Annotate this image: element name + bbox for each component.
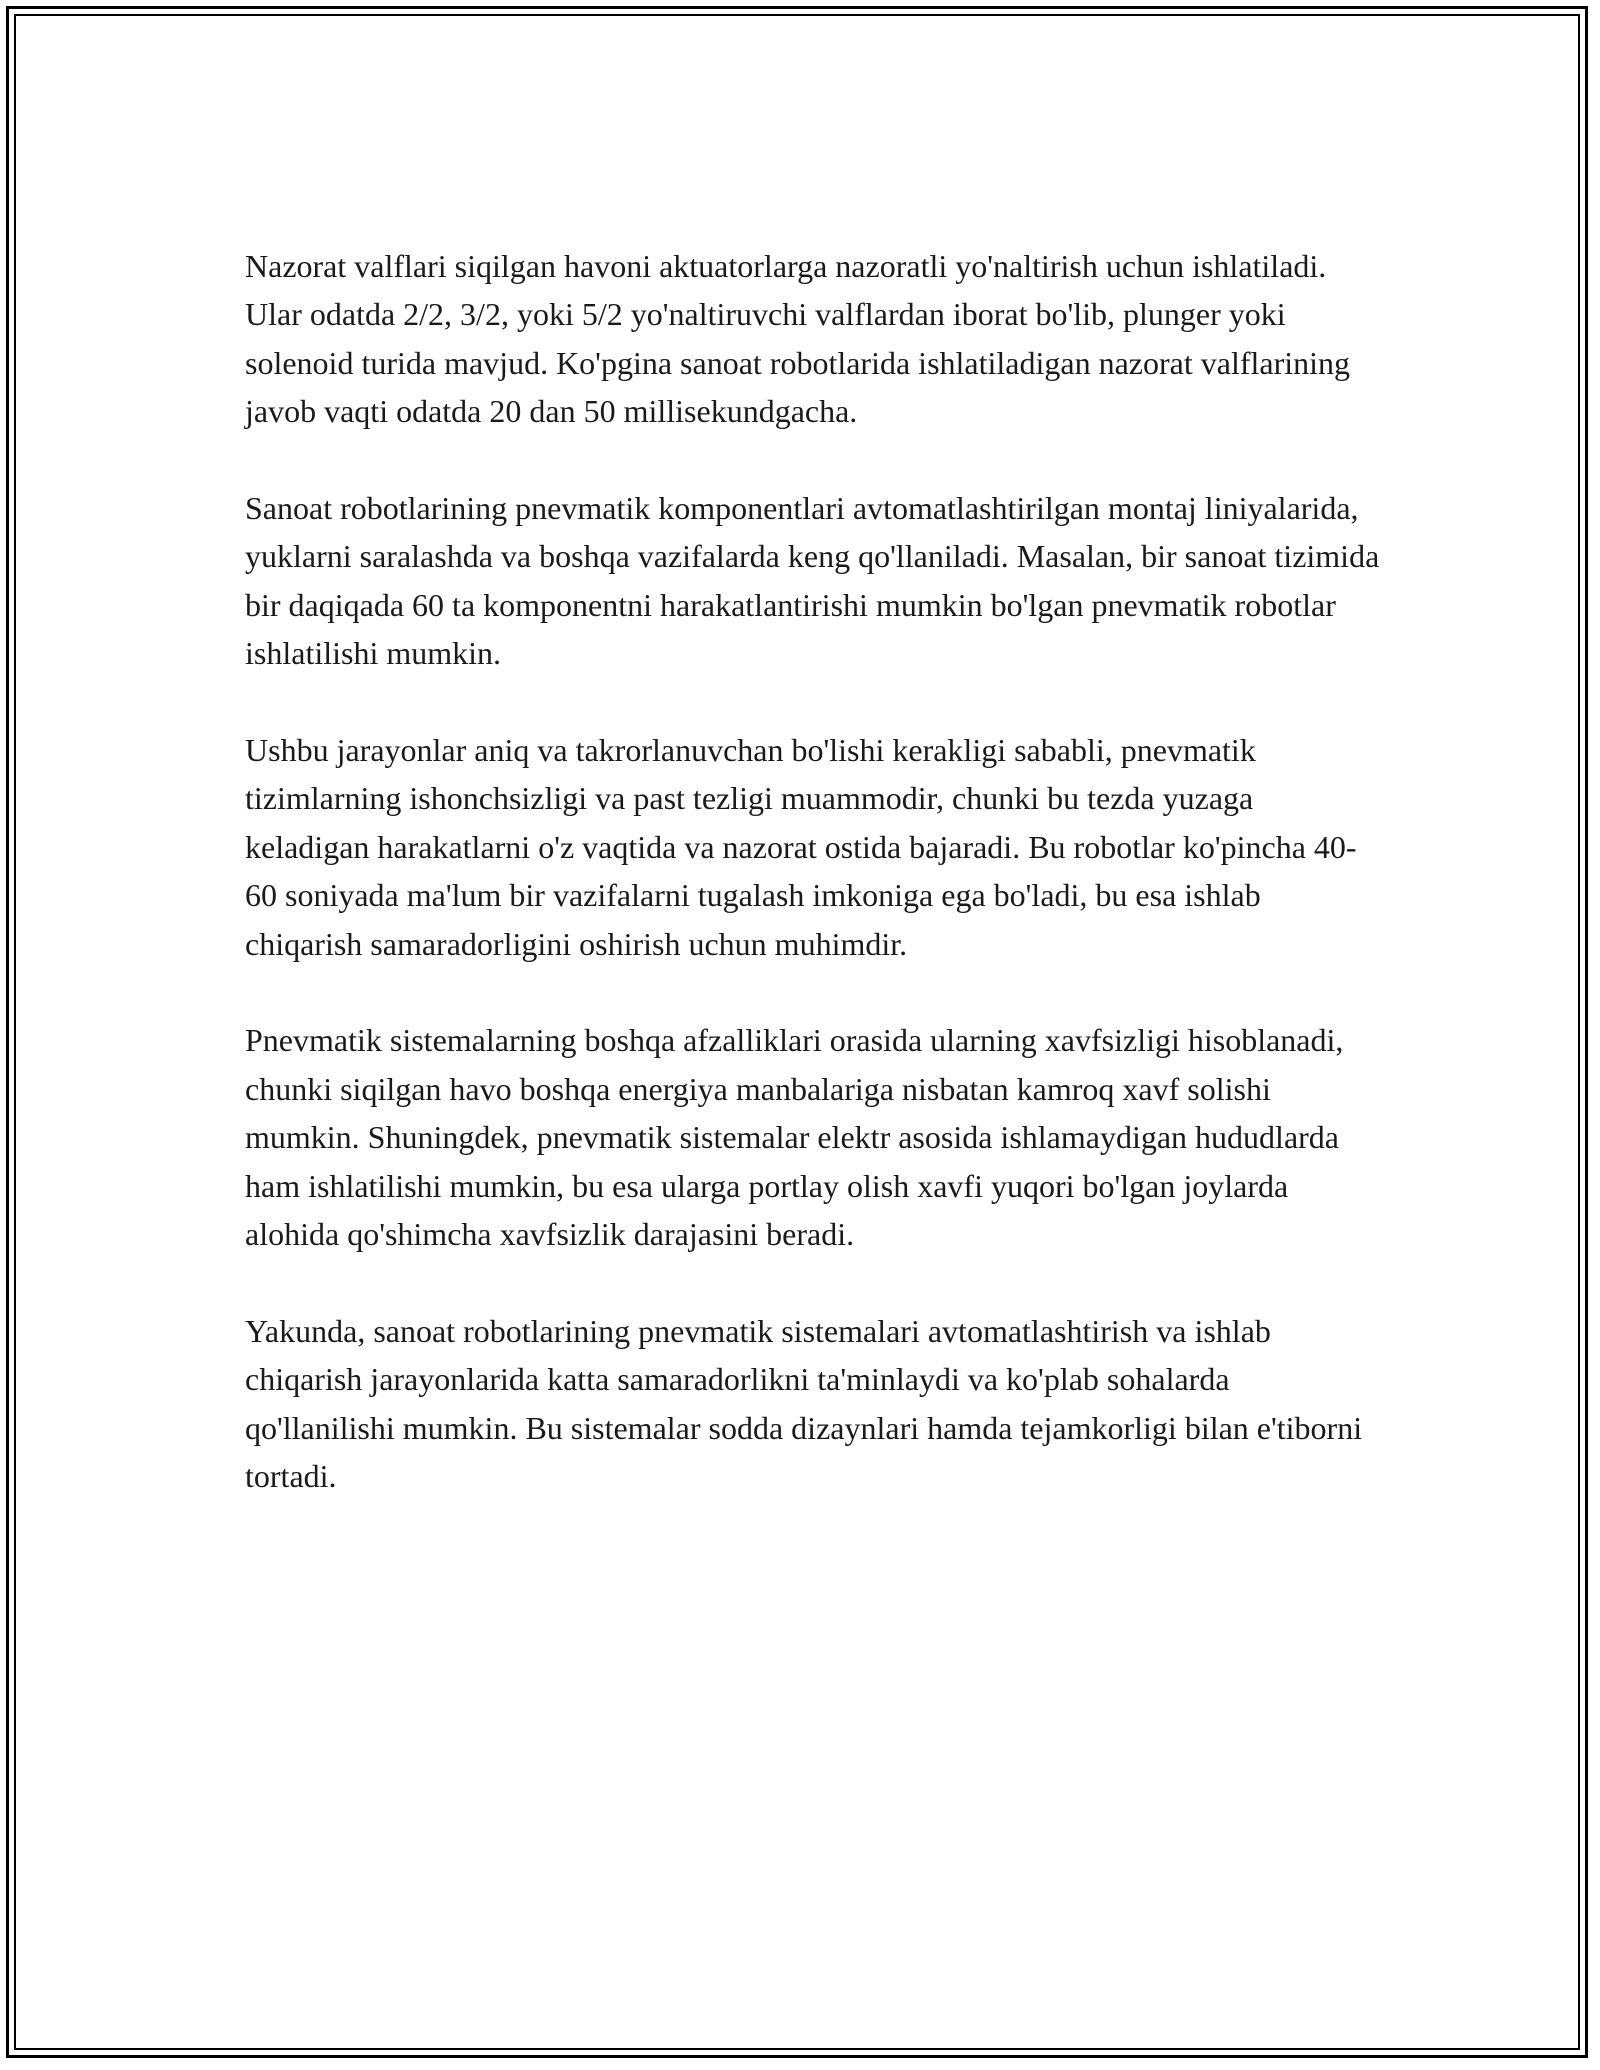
paragraph-pneumatic-components: Sanoat robotlarining pnevmatik komponentlari avtomatlashtirilgan montaj liniyalarida, yuklarni saralashda va boshqa vazifalarda keng qo'llaniladi. Masalan, bir sanoat tizimida bir daqiqada 60 ta komponentni harakatlantirishi mumkin bo'lgan pnevmatik robotlar ishlatilishi mumkin. [245,490,1380,672]
document-body [245,242,1385,1549]
paragraph-conclusion: Yakunda, sanoat robotlarining pnevmatik sistemalari avtomatlashtirish va ishlab chiqarish jarayonlarida katta samaradorlikni ta'minlaydi va ko'plab sohalarda qo'llanilishi mumkin. Bu sistemalar sodda dizaynlari hamda tejamkorligi bilan e'tiborni tortadi. [245,1312,1363,1495]
page-frame [6,6,1588,2058]
paragraph-safety-advantages: Pnevmatik sistemalarning boshqa afzalliklari orasida ularning xavfsizligi hisoblanadi, chunki siqilgan havo boshqa energiya manbalariga nisbatan kamroq xavf solishi mumkin. Shuningdek, pnevmatik sistemalar elektr asosida ishlamaydigan hududlarda ham ishlatilishi mumkin, bu esa ularga portlay olish xavfi yuqori bo'lgan joylarda alohida qo'shimcha xavfsizlik darajasini beradi. [245,1022,1344,1253]
paragraph-control-valves: Nazorat valflari siqilgan havoni aktuatorlarga nazoratli yo'naltirish uchun ishlatiladi. Ular odatda 2/2, 3/2, yoki 5/2 yo'naltiruvchi valflardan iborat bo'lib, plunger yoki solenoid turida mavjud. Ko'pgina sanoat robotlarida ishlatiladigan nazorat valflarining javob vaqti odatda 20 dan 50 millisekundgacha. [245,248,1351,430]
paragraph-precision-processes: Ushbu jarayonlar aniq va takrorlanuvchan bo'lishi kerakligi sababli, pnevmatik tizimlarning ishonchsizligi va past tezligi muammodir, chunki bu tezda yuzaga keladigan harakatlarni o'z vaqtida va nazorat ostida bajaradi. Bu robotlar ko'pincha 40-60 soniyada ma'lum bir vazifalarni tugalash imkoniga ega bo'ladi, bu esa ishlab chiqarish samaradorligini oshirish uchun muhimdir. [245,732,1357,962]
